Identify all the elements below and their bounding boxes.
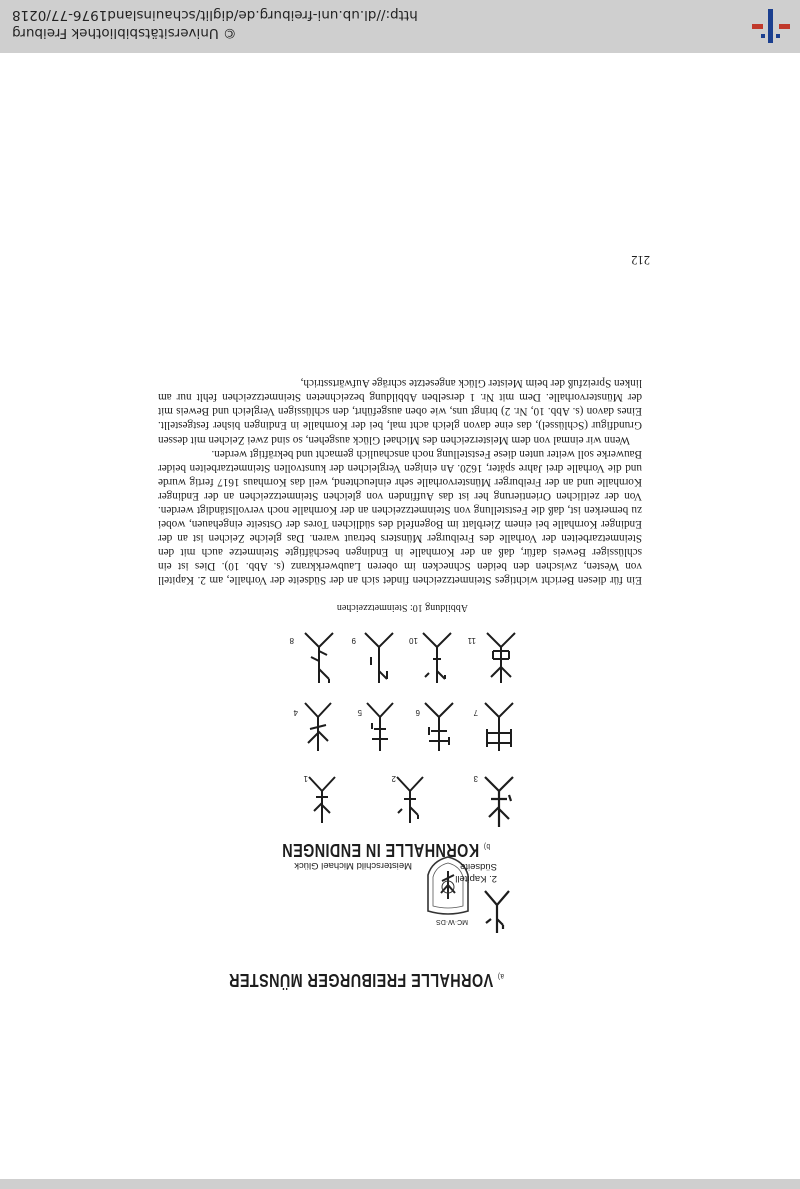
document-url-link[interactable]: http://dl.ub.uni-freiburg.de/diglit/schauinsland1976-77/0218: [12, 7, 418, 23]
figure-part-b-title: KORNHALLE IN ENDINGEN: [281, 840, 480, 860]
mark-number-8: 8: [289, 636, 294, 645]
mason-mark-10-icon: [418, 631, 456, 687]
figure-part-a-letter: a): [497, 972, 504, 981]
mark-number-1: 1: [303, 774, 308, 783]
figure-part-a-title: VORHALLE FREIBURGER MÜNSTER: [228, 970, 494, 990]
figure-caption: Abbildung 10: Steinmetzzeichen: [336, 602, 468, 613]
mason-mark-1-icon: [304, 775, 340, 827]
paragraph: Ein für diesen Bericht wichtiges Steinmetzzeichen findet sich an der Südseite der Vorhalle, am 2. Kapitell von Westen, zwischen den beiden Schnecken im oberen Laubwerkkranz (s. Abb. 10). Dies ist ein schlüssiger Beweis dafür, daß an der Kornhalle in Endingen beschäftigte Steinmetze auch mit den Steinmetzarbeiten der Vorhalle des Freiburger Münsters betraut waren. Das gleiche Zeichen ist an der Endinger Kornhalle bei einem Zierblatt im Bogenfeld des südlichen Tores der Ostseite eingehauen, wobei zu bemerken ist, daß die Feststellung von Steinmetzzeichen an der Kornhalle noch vervollständigt werden. Von der zeitlichen Orientierung her ist das Auffinden von gleichen Steinmetzzeichen an der Endinger Kornhalle und an der Freiburger Münstervorhalle sehr einleuchtend, weil das Kornhaus 1617 fertig wurde und die Vorhalle drei Jahre später, 1620. An einigen Vergleichen der kunstvollen Steinmetzarbeiten beider Bauwerke soll weiter unten diese Feststellung noch anschaulich gemacht und bekräftigt werden.: [158, 447, 642, 586]
mark-number-9: 9: [351, 636, 356, 645]
figure-title-a: [229, 969, 504, 990]
mason-mark-4-icon: [300, 701, 336, 755]
mark-label-line1: 2. Kapitell: [455, 873, 497, 884]
mark-number-3: 3: [473, 774, 478, 783]
figure-title-b: [282, 839, 490, 860]
glueck-mark-icon: [482, 889, 512, 935]
mark-number-10: 10: [409, 636, 418, 645]
page-number: 212: [631, 253, 650, 267]
mark-number-11: 11: [467, 636, 476, 645]
footer-bar: [0, 1179, 800, 1189]
shield-text: MC·W·DS: [436, 918, 468, 925]
mark-number-7: 7: [473, 708, 478, 717]
body-text: [158, 376, 642, 587]
mason-mark-2-icon: [392, 775, 428, 827]
mason-mark-3-icon: [480, 775, 518, 831]
mark-number-4: 4: [293, 708, 298, 717]
mark-number-6: 6: [415, 708, 420, 717]
mason-mark-9-icon: [360, 631, 398, 687]
mason-mark-6-icon: [420, 701, 458, 755]
ub-freiburg-logo-icon[interactable]: [752, 9, 790, 43]
mason-mark-7-icon: [480, 701, 518, 755]
mark-number-5: 5: [357, 708, 362, 717]
mark-number-2: 2: [391, 774, 396, 783]
paragraph: Wenn wir einmal von dem Meisterzeichen des Michael Glück ausgehen, so sind zwei Zeichen mit dessen Grundfigur (Schlüssel), das eine davon gleich acht mal, bei der Kornhalle in Endingen bisher festgestellt. Eines davon (s. Abb. 10, Nr. 2) bringt uns, wie oben ausgeführt, den schlüssigen Vergleich und Beweis mit der Münstervorhalle. Dem mit Nr. 1 derselben Abbildung bezeichneten Steinmetzzeichen fehlt nur am linken Spreizfuß der beim Meister Glück angesetzte schräge Aufwärtsstrich,: [158, 377, 642, 446]
mark-label-line2: Südseite: [460, 861, 497, 872]
mason-mark-5-icon: [362, 701, 398, 755]
figure-part-b-letter: b): [483, 842, 490, 851]
shield-label: Meisterschild Michael Glück: [294, 860, 412, 871]
copyright-text: © Universitätsbibliothek Freiburg: [12, 25, 237, 41]
mason-mark-8-icon: [300, 631, 338, 687]
mason-mark-11-icon: [482, 631, 520, 687]
